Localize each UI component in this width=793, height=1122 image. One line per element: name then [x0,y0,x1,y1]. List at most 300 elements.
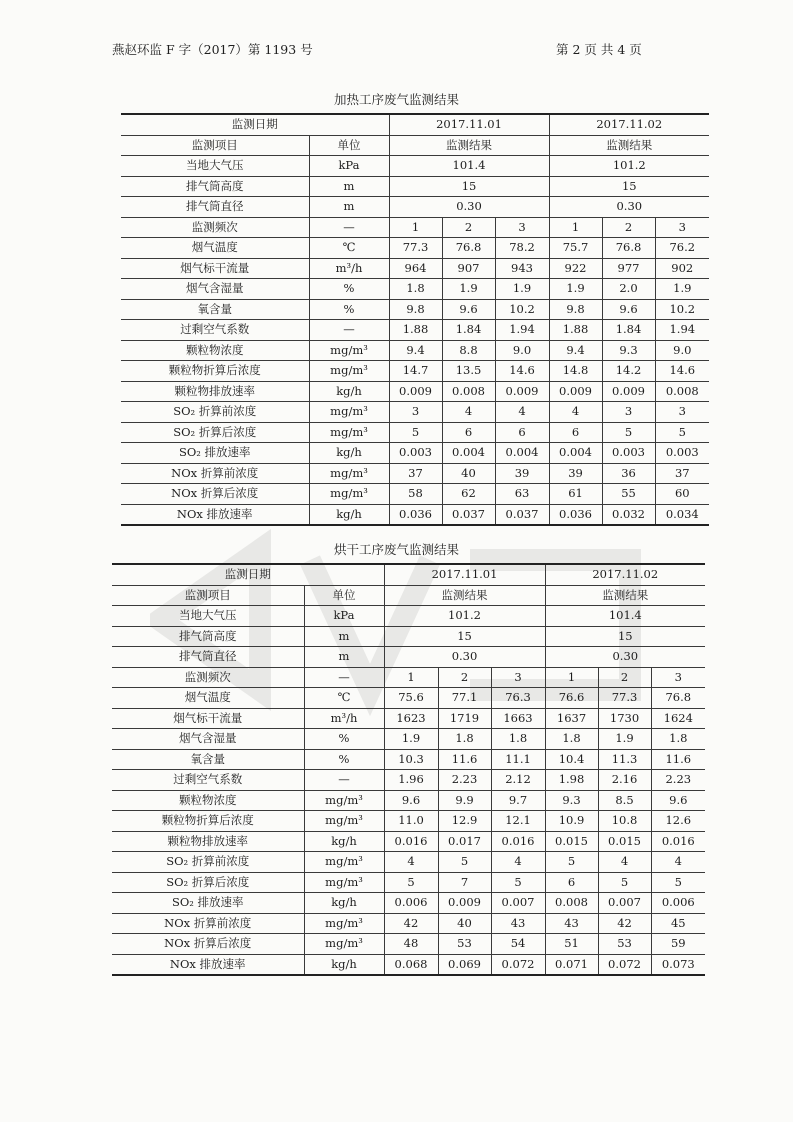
value-cell: 43 [545,913,598,934]
unit-cell: mg/m³ [304,913,384,934]
value-cell: 0.073 [651,954,705,975]
unit-cell: mg/m³ [309,463,389,484]
value-cell: 1 [384,667,438,688]
unit-cell: ℃ [304,688,384,709]
value-cell: 62 [442,484,495,505]
value-cell: 1719 [438,708,491,729]
table-title: 烘干工序废气监测结果 [333,542,459,557]
unit-cell: mg/m³ [309,361,389,382]
value-cell: 5 [651,872,705,893]
item-cell: 监测频次 [121,217,309,238]
table-row [112,688,705,709]
value-cell: 77.3 [598,688,651,709]
value-cell: 5 [602,422,655,443]
table-row [112,564,705,585]
table-row [121,381,709,402]
unit-cell: — [309,217,389,238]
value-cell: 1.8 [491,729,545,750]
item-cell: NOx 折算后浓度 [121,484,309,505]
value-cell: 15 [549,176,709,197]
value-cell: 0.037 [442,504,495,525]
value-cell: 0.009 [602,381,655,402]
value-cell: 0.036 [389,504,442,525]
value-cell: 0.016 [651,831,705,852]
value-cell: 76.8 [651,688,705,709]
value-cell: 15 [545,626,705,647]
table-row [121,504,709,525]
table-row [112,872,705,893]
value-cell: 13.5 [442,361,495,382]
value-cell: 0.30 [545,647,705,668]
value-cell: 43 [491,913,545,934]
value-cell: 0.037 [495,504,549,525]
item-cell: 过剩空气系数 [121,320,309,341]
table-row [121,463,709,484]
table-row [112,667,705,688]
value-cell: 9.6 [442,299,495,320]
value-cell: 1.9 [442,279,495,300]
value-cell: 0.007 [598,893,651,914]
table-row [121,279,709,300]
result-header-cell: 监测结果 [389,135,549,156]
value-cell: 0.004 [442,443,495,464]
value-cell: 55 [602,484,655,505]
value-cell: 1.8 [438,729,491,750]
table-row [121,135,709,156]
value-cell: 101.4 [389,156,549,177]
value-cell: 1.9 [655,279,709,300]
table-row [112,934,705,955]
table-row [121,340,709,361]
unit-cell: mg/m³ [304,790,384,811]
value-cell: 101.2 [384,606,545,627]
item-cell: 颗粒物浓度 [112,790,304,811]
value-cell: 907 [442,258,495,279]
value-cell: 0.003 [655,443,709,464]
value-cell: 0.007 [491,893,545,914]
value-cell: 4 [549,402,602,423]
value-cell: 14.6 [655,361,709,382]
date-label-cell: 监测日期 [121,114,389,135]
item-cell: 排气筒直径 [121,197,309,218]
item-cell: 烟气标干流量 [121,258,309,279]
item-cell: 监测频次 [112,667,304,688]
value-cell: 76.6 [545,688,598,709]
value-cell: 4 [491,852,545,873]
item-cell: 烟气标干流量 [112,708,304,729]
unit-cell: kPa [309,156,389,177]
item-cell: SO₂ 排放速率 [121,443,309,464]
value-cell: 12.9 [438,811,491,832]
value-cell: 9.3 [602,340,655,361]
item-cell: 颗粒物浓度 [121,340,309,361]
value-cell: 11.6 [651,749,705,770]
value-cell: 59 [651,934,705,955]
value-cell: 0.008 [655,381,709,402]
item-cell: NOx 折算前浓度 [112,913,304,934]
value-cell: 4 [495,402,549,423]
value-cell: 11.1 [491,749,545,770]
value-cell: 1.88 [549,320,602,341]
value-cell: 1.84 [442,320,495,341]
value-cell: 10.2 [655,299,709,320]
item-cell: 排气筒高度 [121,176,309,197]
value-cell: 3 [389,402,442,423]
value-cell: 1.84 [602,320,655,341]
value-cell: 9.4 [549,340,602,361]
table-row [121,299,709,320]
value-cell: 5 [655,422,709,443]
item-cell: 颗粒物折算后浓度 [112,811,304,832]
value-cell: 53 [598,934,651,955]
item-header-cell: 监测项目 [121,135,309,156]
value-cell: 0.015 [545,831,598,852]
table-row [121,197,709,218]
value-cell: 10.8 [598,811,651,832]
result-header-cell: 监测结果 [545,585,705,606]
value-cell: 1.9 [384,729,438,750]
value-cell: 42 [598,913,651,934]
value-cell: 4 [442,402,495,423]
value-cell: 1.8 [545,729,598,750]
value-cell: 0.034 [655,504,709,525]
value-cell: 77.3 [389,238,442,259]
value-cell: 77.1 [438,688,491,709]
item-cell: SO₂ 折算前浓度 [121,402,309,423]
value-cell: 0.068 [384,954,438,975]
value-cell: 0.009 [438,893,491,914]
value-cell: 45 [651,913,705,934]
result-header-cell: 监测结果 [384,585,545,606]
date-cell: 2017.11.02 [549,114,709,135]
value-cell: 4 [651,852,705,873]
value-cell: 5 [491,872,545,893]
value-cell: 0.006 [384,893,438,914]
value-cell: 1.94 [655,320,709,341]
table-row [121,402,709,423]
heating-process-table [121,113,709,526]
value-cell: 3 [491,667,545,688]
value-cell: 42 [384,913,438,934]
unit-cell: mg/m³ [304,852,384,873]
table-body [112,564,705,975]
unit-cell: kg/h [309,443,389,464]
item-cell: 颗粒物排放速率 [121,381,309,402]
value-cell: 6 [545,872,598,893]
value-cell: 1.9 [495,279,549,300]
item-header-cell: 监测项目 [112,585,304,606]
value-cell: 0.009 [389,381,442,402]
value-cell: 0.017 [438,831,491,852]
table-row [121,176,709,197]
value-cell: 1.98 [545,770,598,791]
value-cell: 0.003 [602,443,655,464]
table-row [112,729,705,750]
unit-header-cell: 单位 [309,135,389,156]
value-cell: 76.3 [491,688,545,709]
item-cell: 排气筒高度 [112,626,304,647]
value-cell: 76.2 [655,238,709,259]
value-cell: 14.6 [495,361,549,382]
value-cell: 2 [602,217,655,238]
table-row [112,831,705,852]
value-cell: 9.9 [438,790,491,811]
value-cell: 11.3 [598,749,651,770]
value-cell: 5 [384,872,438,893]
unit-cell: % [309,299,389,320]
unit-cell: m³/h [309,258,389,279]
value-cell: 8.8 [442,340,495,361]
value-cell: 1663 [491,708,545,729]
item-cell: NOx 排放速率 [112,954,304,975]
value-cell: 40 [438,913,491,934]
unit-cell: kg/h [309,504,389,525]
value-cell: 101.4 [545,606,705,627]
unit-cell: mg/m³ [309,484,389,505]
value-cell: 54 [491,934,545,955]
value-cell: 39 [549,463,602,484]
value-cell: 15 [389,176,549,197]
value-cell: 0.032 [602,504,655,525]
item-cell: NOx 折算后浓度 [112,934,304,955]
table-row [112,770,705,791]
value-cell: 7 [438,872,491,893]
value-cell: 1.96 [384,770,438,791]
table-row [121,443,709,464]
item-cell: SO₂ 折算后浓度 [112,872,304,893]
item-cell: SO₂ 折算后浓度 [121,422,309,443]
value-cell: 8.5 [598,790,651,811]
value-cell: 0.30 [384,647,545,668]
item-cell: 过剩空气系数 [112,770,304,791]
value-cell: 0.004 [495,443,549,464]
value-cell: 922 [549,258,602,279]
table-row [112,708,705,729]
unit-cell: — [304,667,384,688]
unit-cell: — [304,770,384,791]
unit-cell: m [304,626,384,647]
value-cell: 0.004 [549,443,602,464]
value-cell: 14.2 [602,361,655,382]
value-cell: 9.3 [545,790,598,811]
table-row [112,606,705,627]
value-cell: 0.069 [438,954,491,975]
unit-cell: — [309,320,389,341]
value-cell: 2.16 [598,770,651,791]
table-row [112,893,705,914]
value-cell: 5 [438,852,491,873]
unit-cell: kg/h [304,893,384,914]
unit-cell: mg/m³ [309,402,389,423]
unit-cell: kg/h [304,954,384,975]
value-cell: 977 [602,258,655,279]
value-cell: 2 [438,667,491,688]
value-cell: 14.8 [549,361,602,382]
value-cell: 2 [598,667,651,688]
value-cell: 9.6 [651,790,705,811]
document-number: 燕赵环监 F 字（2017）第 1193 号 [112,42,313,57]
value-cell: 0.071 [545,954,598,975]
value-cell: 76.8 [442,238,495,259]
table-row [121,156,709,177]
value-cell: 9.6 [384,790,438,811]
unit-cell: mg/m³ [304,872,384,893]
value-cell: 0.036 [549,504,602,525]
item-cell: 氧含量 [112,749,304,770]
table-row [112,585,705,606]
value-cell: 9.8 [389,299,442,320]
value-cell: 3 [602,402,655,423]
table-row [112,913,705,934]
value-cell: 1.8 [389,279,442,300]
unit-cell: ℃ [309,238,389,259]
value-cell: 5 [389,422,442,443]
value-cell: 5 [545,852,598,873]
value-cell: 3 [651,667,705,688]
page-indicator: 第 2 页 共 4 页 [556,42,642,57]
value-cell: 60 [655,484,709,505]
unit-cell: kg/h [304,831,384,852]
value-cell: 3 [495,217,549,238]
unit-cell: mg/m³ [304,934,384,955]
value-cell: 9.4 [389,340,442,361]
table-row [121,238,709,259]
unit-cell: m [309,197,389,218]
item-cell: SO₂ 折算前浓度 [112,852,304,873]
value-cell: 15 [384,626,545,647]
value-cell: 1 [389,217,442,238]
unit-cell: mg/m³ [309,422,389,443]
value-cell: 4 [384,852,438,873]
value-cell: 0.003 [389,443,442,464]
table-row [112,790,705,811]
unit-cell: % [304,729,384,750]
value-cell: 1624 [651,708,705,729]
item-cell: SO₂ 排放速率 [112,893,304,914]
value-cell: 10.2 [495,299,549,320]
value-cell: 0.009 [495,381,549,402]
item-cell: NOx 排放速率 [121,504,309,525]
value-cell: 1.8 [651,729,705,750]
value-cell: 9.7 [491,790,545,811]
value-cell: 9.0 [495,340,549,361]
value-cell: 1.88 [389,320,442,341]
value-cell: 0.009 [549,381,602,402]
value-cell: 10.3 [384,749,438,770]
table-row [112,852,705,873]
value-cell: 10.9 [545,811,598,832]
date-cell: 2017.11.01 [389,114,549,135]
unit-cell: kPa [304,606,384,627]
value-cell: 11.0 [384,811,438,832]
table-row [121,320,709,341]
value-cell: 0.30 [549,197,709,218]
table-row [112,647,705,668]
value-cell: 9.6 [602,299,655,320]
table-row [121,361,709,382]
value-cell: 1 [545,667,598,688]
date-cell: 2017.11.01 [384,564,545,585]
value-cell: 1 [549,217,602,238]
value-cell: 1637 [545,708,598,729]
unit-cell: % [304,749,384,770]
value-cell: 2 [442,217,495,238]
unit-cell: m³/h [304,708,384,729]
unit-cell: kg/h [309,381,389,402]
item-cell: 当地大气压 [112,606,304,627]
value-cell: 1.9 [598,729,651,750]
value-cell: 48 [384,934,438,955]
unit-cell: mg/m³ [304,811,384,832]
value-cell: 1.9 [549,279,602,300]
value-cell: 2.12 [491,770,545,791]
value-cell: 14.7 [389,361,442,382]
value-cell: 0.008 [442,381,495,402]
item-cell: 烟气含湿量 [121,279,309,300]
unit-cell: mg/m³ [309,340,389,361]
value-cell: 1.94 [495,320,549,341]
table-row [121,258,709,279]
table-row [112,626,705,647]
value-cell: 37 [655,463,709,484]
value-cell: 2.23 [651,770,705,791]
value-cell: 10.4 [545,749,598,770]
value-cell: 58 [389,484,442,505]
value-cell: 2.23 [438,770,491,791]
item-cell: 烟气温度 [112,688,304,709]
value-cell: 964 [389,258,442,279]
table-row [121,114,709,135]
item-cell: 排气筒直径 [112,647,304,668]
value-cell: 1623 [384,708,438,729]
value-cell: 0.015 [598,831,651,852]
unit-cell: m [309,176,389,197]
value-cell: 53 [438,934,491,955]
value-cell: 101.2 [549,156,709,177]
table-body [121,114,709,525]
date-cell: 2017.11.02 [545,564,705,585]
unit-header-cell: 单位 [304,585,384,606]
value-cell: 0.30 [389,197,549,218]
value-cell: 11.6 [438,749,491,770]
unit-cell: % [309,279,389,300]
value-cell: 37 [389,463,442,484]
table-row [121,484,709,505]
value-cell: 5 [598,872,651,893]
item-cell: 颗粒物排放速率 [112,831,304,852]
value-cell: 0.072 [491,954,545,975]
value-cell: 12.6 [651,811,705,832]
value-cell: 0.072 [598,954,651,975]
value-cell: 39 [495,463,549,484]
value-cell: 0.016 [384,831,438,852]
value-cell: 75.6 [384,688,438,709]
value-cell: 6 [495,422,549,443]
value-cell: 51 [545,934,598,955]
table-row [121,422,709,443]
value-cell: 78.2 [495,238,549,259]
value-cell: 0.016 [491,831,545,852]
value-cell: 3 [655,402,709,423]
value-cell: 943 [495,258,549,279]
value-cell: 0.008 [545,893,598,914]
value-cell: 76.8 [602,238,655,259]
table-row [112,749,705,770]
value-cell: 61 [549,484,602,505]
table-row [112,954,705,975]
item-cell: 烟气温度 [121,238,309,259]
value-cell: 1730 [598,708,651,729]
